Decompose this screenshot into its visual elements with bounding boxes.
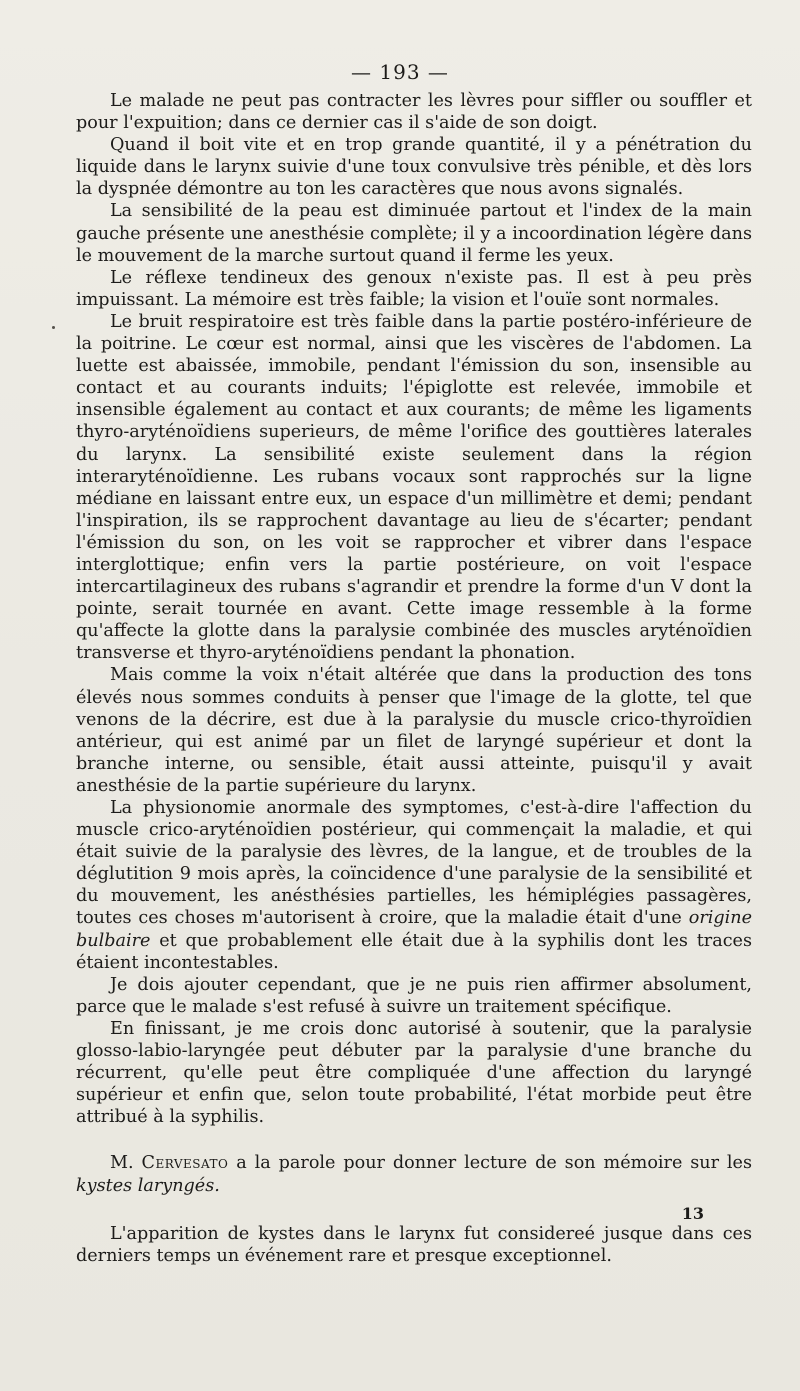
paragraph: Le bruit respiratoire est très faible dans la partie postéro-inférieure de la poitrine. Le cœur est normal, ainsi que les viscères de l'abdomen. La luette est abaissée, immobile, pendant l'émission du son, insensible au contact et au courants induits; l'épiglotte est relevée, immobile et insensible également au contact et aux courants; de même les ligaments thyro-aryténoïdiens superieurs, de même l'orifice des gouttières laterales du larynx. La sensibilité existe seulement dans la région interaryténoïdienne. Les rubans vocaux sont rapprochés sur la ligne médiane en laissant entre eux, un espace d'un millimètre et demi; pendant l'inspiration, ils se rapprochent davantage au lieu de s'écarter; pendant l'émission du son, on les voit se rapprocher et vibrer dans l'espace interglottique; enfin vers la partie postérieure, on voit l'espace intercartilagineux des rubans s'agrandir et prendre la forme d'un V dont la pointe, serait tournée en avant. Cette image ressemble à la forme qu'affecte la glotte dans la paralysie combinée des muscles aryténoïdien transverse et thyro-aryténoïdiens pendant la phonation. [76,311,752,664]
paragraph: Le réflexe tendineux des genoux n'existe pas. Il est à peu près impuissant. La mémoire est très faible; la vision et l'ouïe sont normales. [76,267,752,310]
body-text [76,90,752,1267]
emphasis: origine bulbaire [76,908,753,951]
paragraph: La sensibilité de la peau est diminuée partout et l'index de la main gauche présente une anesthésie complète; il y a incoordination légère dans le mouvement de la marche surtout quand il ferme les yeux. [76,201,752,266]
speaker-name: Cervesato [141,1153,229,1174]
memoir-title: kystes laryngés. [76,1175,220,1196]
signature-mark: 13 [681,1204,704,1223]
paragraph-text: La physionomie anormale des symptomes, c'est-à-dire l'affection du muscle crico-aryténoïdien postérieur, qui commençait la maladie, et qui était suivie de la paralysie des lèvres, de la langue, et de troubles de la déglutition 9 mois après, la coïncidence d'une paralysie de la sensibilité et du mouvement, les anésthésies partielles, les hémiplégies passagères, toutes ces choses m'autorisent à croire, que la maladie était d'une [76,798,752,929]
paragraph: Quand il boit vite et en trop grande quantité, il y a pénétration du liquide dans le larynx suivie d'une toux convulsive très pénible, et dès lors la dyspnée démontre au ton les caractères que nous avons signalés. [76,135,752,200]
paragraph-text: a la parole pour donner lecture de son mémoire sur les [236,1153,752,1174]
page-number: — 193 — [351,60,449,84]
paragraph: L'apparition de kystes dans le larynx fut considereé jusque dans ces derniers temps un événement rare et presque exceptionnel. [76,1223,752,1266]
paragraph: Mais comme la voix n'était altérée que dans la production des tons élevés nous sommes conduits à penser que l'image de la glotte, tel que venons de la décrire, est due à la paralysie du muscle crico-thyroïdien antérieur, qui est animé par un filet de laryngé supérieur et dont la branche interne, ou sensible, était aussi atteinte, puisqu'il y avait anesthésie de la partie supérieure du larynx. [76,665,752,796]
paragraph: En finissant, je me crois donc autorisé à soutenir, que la paralysie glosso-labio-laryngée peut débuter par la paralysie d'une branche du récurrent, qu'elle peut être compliquée d'une affection du laryngé supérieur et enfin que, selon toute probabilité, l'état morbide peut être attribué à la syphilis. [76,1018,752,1128]
ink-speck [52,326,55,329]
session-paragraph [76,1152,752,1196]
speaker-title: M. [110,1153,134,1174]
paragraph: Le malade ne peut pas contracter les lèvres pour siffler ou souffler et pour l'expuition; dans ce dernier cas il s'aide de son doigt. [76,91,752,134]
paragraph: Je dois ajouter cependant, que je ne puis rien affirmer absolument, parce que le malade s'est refusé à suivre un traitement spécifique. [76,974,752,1017]
paragraph-text: et que probablement elle était due à la syphilis dont les traces étaient incontestables. [76,930,752,973]
paragraph [76,797,752,974]
